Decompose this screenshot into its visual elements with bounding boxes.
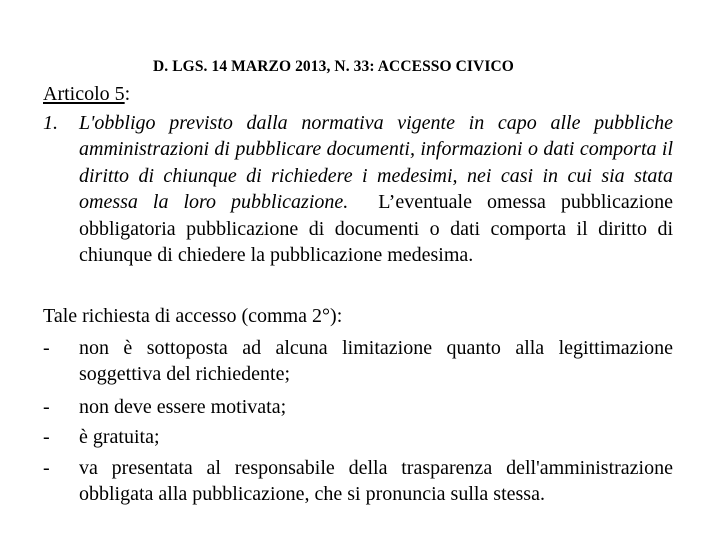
request-intro: Tale richiesta di accesso (comma 2°): xyxy=(43,305,343,327)
item-italic-text: L'obbligo previsto dalla normativa vigente in capo alle pubbliche amministrazioni di pubblicare documenti, informazioni o dati comporta il diritto di chiunque di richiedere i medesimi, nei casi in cui sia stata omessa la loro pubblicazione. xyxy=(79,112,673,214)
bullet-dash: - xyxy=(43,457,50,479)
bullet-item-4 xyxy=(43,455,673,508)
article-colon: : xyxy=(124,83,131,105)
numbered-item-1 xyxy=(43,110,673,268)
bullet-item-2 xyxy=(43,394,673,420)
bullet-dash: - xyxy=(43,396,50,418)
item-normal-text: L’eventuale omessa pubblicazione obbligatoria pubblicazione di documenti o dati comporta il diritto di chiunque di chiedere la pubblicazione medesima. xyxy=(79,191,674,267)
item-number: 1. xyxy=(43,112,58,134)
bullet-text: non deve essere motivata; xyxy=(79,396,287,418)
item-body xyxy=(79,110,673,268)
document-title: D. LGS. 14 MARZO 2013, N. 33: ACCESSO CIVICO xyxy=(153,58,514,75)
bullet-text: è gratuita; xyxy=(79,426,160,448)
bullet-text: va presentata al responsabile della trasparenza dell'amministrazione obbligata alla pubblicazione, che si pronuncia sulla stessa. xyxy=(79,457,673,506)
article-heading xyxy=(43,83,130,106)
bullet-dash: - xyxy=(43,426,50,448)
bullet-text: non è sottoposta ad alcuna limitazione quanto alla legittimazione soggettiva del richiedente; xyxy=(79,337,673,386)
bullet-item-1 xyxy=(43,335,673,388)
article-label: Articolo 5 xyxy=(43,83,125,105)
bullet-dash: - xyxy=(43,337,50,359)
bullet-item-3 xyxy=(43,424,673,450)
